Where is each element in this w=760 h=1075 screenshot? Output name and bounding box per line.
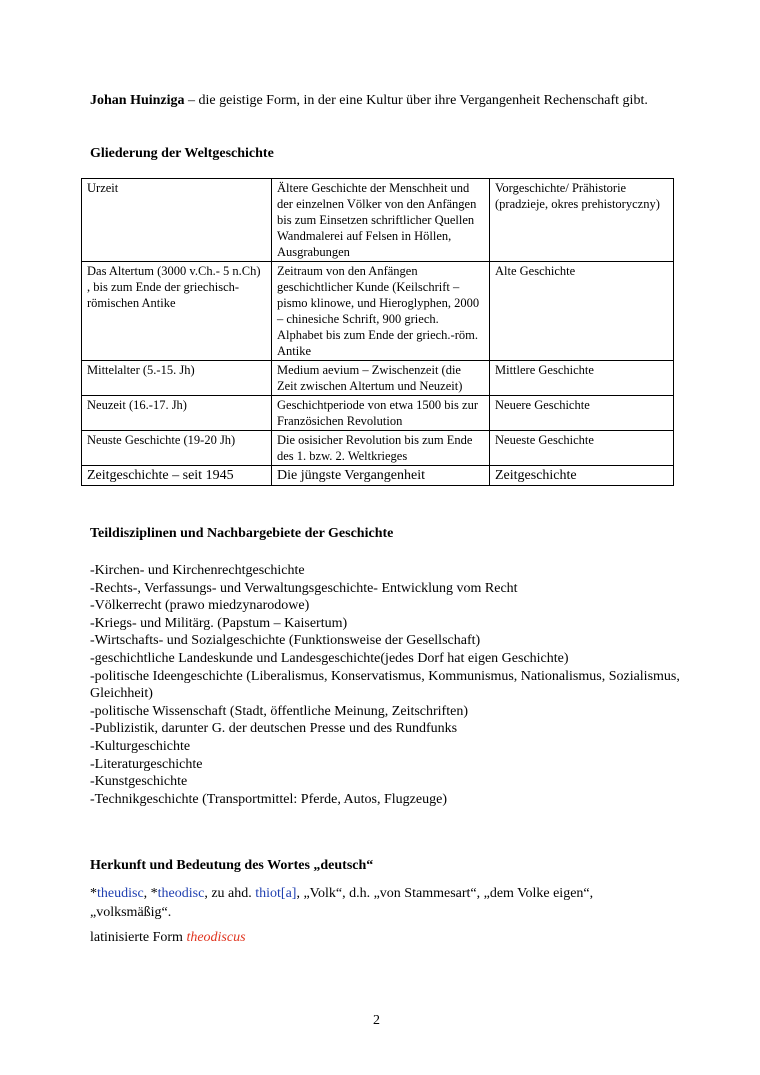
history-periods-table [81, 178, 674, 486]
list-item: -Wirtschafts- und Sozialgeschichte (Funktionsweise der Gesellschaft) [90, 633, 481, 649]
table-row [82, 361, 674, 396]
latin-label: latinisierte Form [90, 930, 187, 945]
description-cell: Die osisicher Revolution bis zum Ende des 1. bzw. 2. Weltkrieges [272, 431, 490, 466]
description-cell: Medium aevium – Zwischenzeit (die Zeit zwischen Altertum und Neuzeit) [272, 361, 490, 396]
list-item: -Kriegs- und Militärg. (Papstum – Kaisertum) [90, 615, 348, 631]
list-item: -politische Wissenschaft (Stadt, öffentliche Meinung, Zeitschriften) [90, 703, 468, 719]
list-item: -Publizistik, darunter G. der deutschen Presse und des Rundfunks [90, 721, 458, 737]
link-thiota[interactable]: thiot[a] [255, 886, 297, 901]
heading-herkunft: Herkunft und Bedeutung des Wortes „deutsch“ [90, 858, 374, 873]
list-item: -geschichtliche Landeskunde und Landesgeschichte(jedes Dorf hat eigen Geschichte) [90, 650, 569, 666]
name-cell: Zeitgeschichte [490, 466, 674, 486]
period-cell: Zeitgeschichte – seit 1945 [82, 466, 272, 486]
list-item: -Technikgeschichte (Transportmittel: Pferde, Autos, Flugzeuge) [90, 791, 447, 807]
period-cell: Neuzeit (16.-17. Jh) [82, 396, 272, 431]
name-cell: Mittlere Geschichte [490, 361, 674, 396]
name-cell: Alte Geschichte [490, 262, 674, 361]
list-item: -Kirchen- und Kirchenrechtgeschichte [90, 563, 305, 578]
period-cell: Mittelalter (5.-15. Jh) [82, 361, 272, 396]
latin-word: theodiscus [186, 930, 246, 945]
page-number: 2 [373, 1013, 380, 1028]
intro-paragraph [90, 92, 650, 110]
disciplines-list [90, 562, 680, 808]
name-cell: Vorgeschichte/ Prähistorie (pradzieje, okres prehistoryczny) [490, 179, 674, 262]
list-item: -Völkerrecht (prawo miedzynarodowe) [90, 598, 310, 614]
intro-text: – die geistige Form, in der eine Kultur über ihre Vergangenheit Rechenschaft gibt. [184, 93, 648, 108]
link-theudisc[interactable]: theudisc [97, 886, 144, 901]
period-cell: Urzeit [82, 179, 272, 262]
list-item: -Kulturgeschichte [90, 738, 191, 754]
description-cell: Geschichtperiode von etwa 1500 bis zur Französichen Revolution [272, 396, 490, 431]
description-cell: Zeitraum von den Anfängen geschichtlicher Kunde (Keilschrift – pismo klinowe, und Hieroglyphen, 2000 – chinesiche Schrift, 900 griech. Alphabet bis zum Ende der griech.-röm. Antike [272, 262, 490, 361]
list-item: -Rechts-, Verfassungs- und Verwaltungsgeschichte- Entwicklung vom Recht [90, 580, 518, 596]
etymology-sep2: , zu ahd. [204, 886, 256, 901]
period-cell: Das Altertum (3000 v.Ch.- 5 n.Ch) , bis zum Ende der griechisch-römischen Antike [82, 262, 272, 361]
table-row [82, 431, 674, 466]
table-row [82, 179, 674, 262]
list-item: -Literaturgeschichte [90, 756, 203, 772]
list-item: -politische Ideengeschichte (Liberalismus, Konservatismus, Kommunismus, Nationalismus, Sozialismus, Gleichheit) [90, 668, 680, 702]
list-item: -Kunstgeschichte [90, 774, 188, 790]
name-cell: Neuere Geschichte [490, 396, 674, 431]
link-theodisc[interactable]: theodisc [157, 886, 205, 901]
period-cell: Neuste Geschichte (19-20 Jh) [82, 431, 272, 466]
author-name: Johan Huinziga [90, 93, 185, 108]
heading-teildisziplinen: Teildisziplinen und Nachbargebiete der Geschichte [90, 526, 394, 541]
description-cell: Die jüngste Vergangenheit [272, 466, 490, 486]
etymology-sep1: , * [143, 886, 158, 901]
etymology-star: * [90, 886, 97, 901]
table-row [82, 466, 674, 486]
table-row [82, 262, 674, 361]
heading-gliederung: Gliederung der Weltgeschichte [90, 146, 274, 161]
etymology-rest: , „Volk“, d.h. „von Stammesart“, „dem Volke eigen“, „volksmäßig“. [90, 886, 594, 920]
name-cell: Neueste Geschichte [490, 431, 674, 466]
etymology-paragraph [90, 884, 660, 922]
description-cell: Ältere Geschichte der Menschheit und der einzelnen Völker von den Anfängen bis zum Einsetzen schriftlicher Quellen Wandmalerei auf Felsen in Höllen, Ausgrabungen [272, 179, 490, 262]
table-row [82, 396, 674, 431]
latin-form-line [90, 930, 246, 946]
